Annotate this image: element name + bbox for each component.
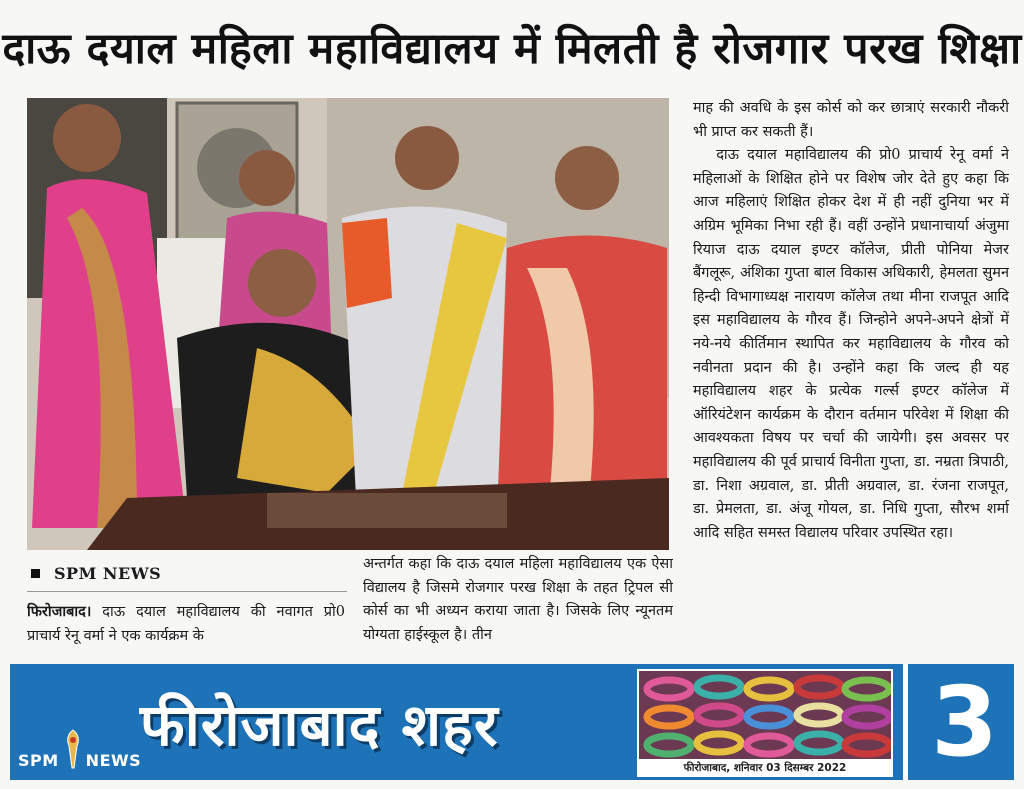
dateline-place: फिरोजाबाद। <box>27 603 92 620</box>
brand-right-text: NEWS <box>85 751 142 770</box>
byline: SPM NEWS <box>54 563 162 583</box>
byline-box <box>27 555 347 592</box>
lead-text: दाऊ दयाल महाविद्यालय की नवागत प्रो0 प्राचार्य रेनू वर्मा ने एक कार्यक्रम के <box>27 604 345 644</box>
bangles-illustration <box>639 671 891 761</box>
banner-divider <box>903 664 908 780</box>
lead-column <box>27 600 345 658</box>
section-title: फीरोजाबाद शहर <box>140 690 499 759</box>
edition-dateline: फीरोजाबाद, शनिवार 03 दिसम्बर 2022 <box>637 759 893 777</box>
news-photo <box>27 98 669 550</box>
paragraph-main: दाऊ दयाल महाविद्यालय की प्रो0 प्राचार्य रेनू वर्मा ने महिलाओं के शिक्षित होने पर विशेष जोर देते हुए कहा कि आज महिलाएं शिक्षित होकर देश में ही नहीं दुनिया भर में अग्रिम भूमिका निभा रही हैं। वहीं उन्होंने प्रधानाचार्या अंजुमा रियाज दाऊ दयाल इण्टर कॉलेज, प्रीती पोनिया मेजर बैंगलूरू, अंशिका गुप्ता बाल विकास अधिकारी, हेमलता सुमन हिन्दी विभागाध्यक्ष नारायण कॉलेज तथा मीना राजपूत आदि इस महाविद्यालय के गौरव हैं। जिन्होने अपने-अपने क्षेत्रों में नये-नये कीर्तिमान स्थापित कर महाविद्यालय के गौरव को नवीनता प्रदान की है। उन्होंने कहा कि जल्द ही यह महाविद्यालय शहर के प्रत्येक गर्ल्स इण्टर कॉलेज में ऑरियंटेशन कार्यक्रम के दौरान वर्तमान परिवेश में शिक्षा की आवश्यकता विषय पर चर्चा की जायेगी। इस अवसर पर महाविद्यालय की पूर्व प्राचार्य विनीता गुप्ता, डा. नम्रता त्रिपाठी, डा. निशा अग्रवाल, डा. प्रीती अग्रवाल, डा. रंजना राजपूत, डा. प्रेमलता, डा. अंजू गोयल, डा. निधि गुप्ता, सौरभ शर्मा आदि सहित समस्त विद्यालय परिवार उपस्थित रहा। <box>693 147 1009 541</box>
right-column <box>693 97 1009 657</box>
headline: दाऊ दयाल महिला महाविद्यालय में मिलती है रोजगार परख शिक्षा <box>2 23 1022 74</box>
middle-paragraph: अन्तर्गत कहा कि दाऊ दयाल महिला महाविद्यालय एक ऐसा विद्यालय है जिसमे रोजगार परख शिक्षा के तहत ट्रिपल सी कोर्स का भी अध्यन कराया जाता है। जिसके लिए न्यूनतम योग्यता हाईस्कूल है। तीन <box>363 556 673 643</box>
pen-nib-icon <box>63 728 83 770</box>
square-bullet-icon <box>31 569 40 578</box>
brand-logo <box>18 728 141 770</box>
paragraph-continuation: माह की अवधि के इस कोर्स को कर छात्राएं सरकारी नौकरी भी प्राप्त कर सकती हैं। <box>693 100 1009 140</box>
brand-left-text: SPM <box>18 751 59 770</box>
page-number: 3 <box>931 666 998 778</box>
bangles-photo <box>637 669 893 763</box>
photo-illustration <box>27 98 669 550</box>
lead-paragraph <box>27 600 345 648</box>
middle-column <box>363 553 673 659</box>
page-banner <box>10 664 1014 780</box>
